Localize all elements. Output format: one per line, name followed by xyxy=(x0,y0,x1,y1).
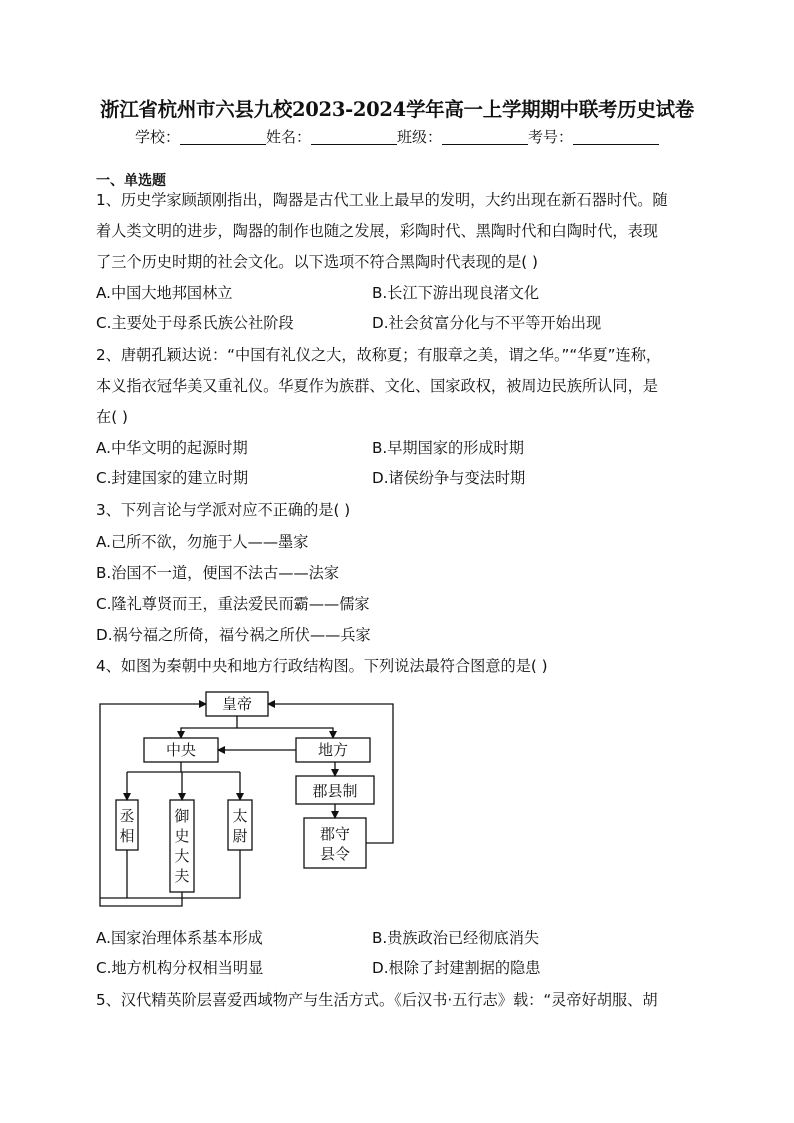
name-label: 姓名： xyxy=(265,128,311,146)
q3-option-d[interactable]: D.祸兮福之所倚，福兮祸之所伏——兵家 xyxy=(96,626,371,644)
q1-option-c[interactable]: C.主要处于母系氏族公社阶段 xyxy=(96,314,294,332)
name-blank[interactable] xyxy=(311,130,397,145)
q4-option-b[interactable]: B.贵族政治已经彻底消失 xyxy=(372,929,540,947)
central-label: 中央 xyxy=(165,741,197,759)
school-label: 学校： xyxy=(134,128,180,146)
q2-line-1: 2、唐朝孔颖达说：“中国有礼仪之大，故称夏；有服章之美，谓之华。”“华夏”连称， xyxy=(96,346,662,364)
q4-option-d[interactable]: D.根除了封建割据的隐患 xyxy=(372,959,541,977)
censor-char-2: 史 xyxy=(174,827,190,845)
q2-line-2: 本义指衣冠华美又重礼仪。华夏作为族群、文化、国家政权，被周边民族所认同，是 xyxy=(96,377,658,395)
commander-char-1: 太 xyxy=(232,807,248,825)
q3-option-c[interactable]: C.隆礼尊贤而王，重法爱民而霸——儒家 xyxy=(96,595,370,613)
q2-option-b[interactable]: B.早期国家的形成时期 xyxy=(372,439,524,457)
q2-option-a[interactable]: A.中华文明的起源时期 xyxy=(96,439,248,457)
official-label-1: 郡守 xyxy=(319,825,351,843)
q1-line-1: 1、历史学家顾颉刚指出，陶器是古代工业上最早的发明，大约出现在新石器时代。随 xyxy=(96,191,668,209)
id-blank[interactable] xyxy=(573,130,659,145)
q1-line-2: 着人类文明的进步，陶器的制作也随之发展，彩陶时代、黑陶时代和白陶时代，表现 xyxy=(96,222,658,240)
q4-stem: 4、如图为秦朝中央和地方行政结构图。下列说法最符合图意的是( ) xyxy=(96,657,548,675)
chancellor-char-2: 相 xyxy=(119,827,135,845)
q2-line-3: 在( ) xyxy=(96,408,128,426)
q1-option-b[interactable]: B.长江下游出现良渚文化 xyxy=(372,284,540,302)
emperor-label: 皇帝 xyxy=(221,695,253,713)
section-title: 一、单选题 xyxy=(96,173,166,189)
q1-option-d[interactable]: D.社会贫富分化与不平等开始出现 xyxy=(372,314,602,332)
q1-line-3: 了三个历史时期的社会文化。以下选项不符合黑陶时代表现的是( ) xyxy=(96,253,538,271)
q3-option-b[interactable]: B.治国不一道，便国不法古——法家 xyxy=(96,564,340,582)
id-label: 考号： xyxy=(528,128,574,146)
censor-char-4: 夫 xyxy=(174,867,190,885)
school-blank[interactable] xyxy=(180,130,266,145)
student-info-row xyxy=(0,126,794,147)
commander-char-2: 尉 xyxy=(232,827,248,845)
q1-option-a[interactable]: A.中国大地邦国林立 xyxy=(96,284,233,302)
exam-title: 浙江省杭州市六县九校2023-2024学年高一上学期期中联考历史试卷 xyxy=(100,98,694,121)
chancellor-char-1: 丞 xyxy=(119,807,135,825)
q2-option-d[interactable]: D.诸侯纷争与变法时期 xyxy=(372,469,526,487)
local-label: 地方 xyxy=(317,741,349,759)
class-blank[interactable] xyxy=(442,130,528,145)
class-label: 班级： xyxy=(397,128,443,146)
q2-option-c[interactable]: C.封建国家的建立时期 xyxy=(96,469,249,487)
commandery-system-label: 郡县制 xyxy=(312,782,358,800)
official-label-2: 县令 xyxy=(319,845,351,863)
q3-stem: 3、下列言论与学派对应不正确的是( ) xyxy=(96,501,351,519)
q3-option-a[interactable]: A.己所不欲，勿施于人——墨家 xyxy=(96,533,309,551)
q4-option-a[interactable]: A.国家治理体系基本形成 xyxy=(96,929,263,947)
q5-stem: 5、汉代精英阶层喜爱西域物产与生活方式。《后汉书·五行志》载：“灵帝好胡服、胡 xyxy=(96,991,658,1009)
censor-char-3: 大 xyxy=(174,847,190,865)
censor-char-1: 御 xyxy=(174,807,190,825)
q4-option-c[interactable]: C.地方机构分权相当明显 xyxy=(96,959,264,977)
qin-admin-structure-diagram xyxy=(96,688,406,918)
